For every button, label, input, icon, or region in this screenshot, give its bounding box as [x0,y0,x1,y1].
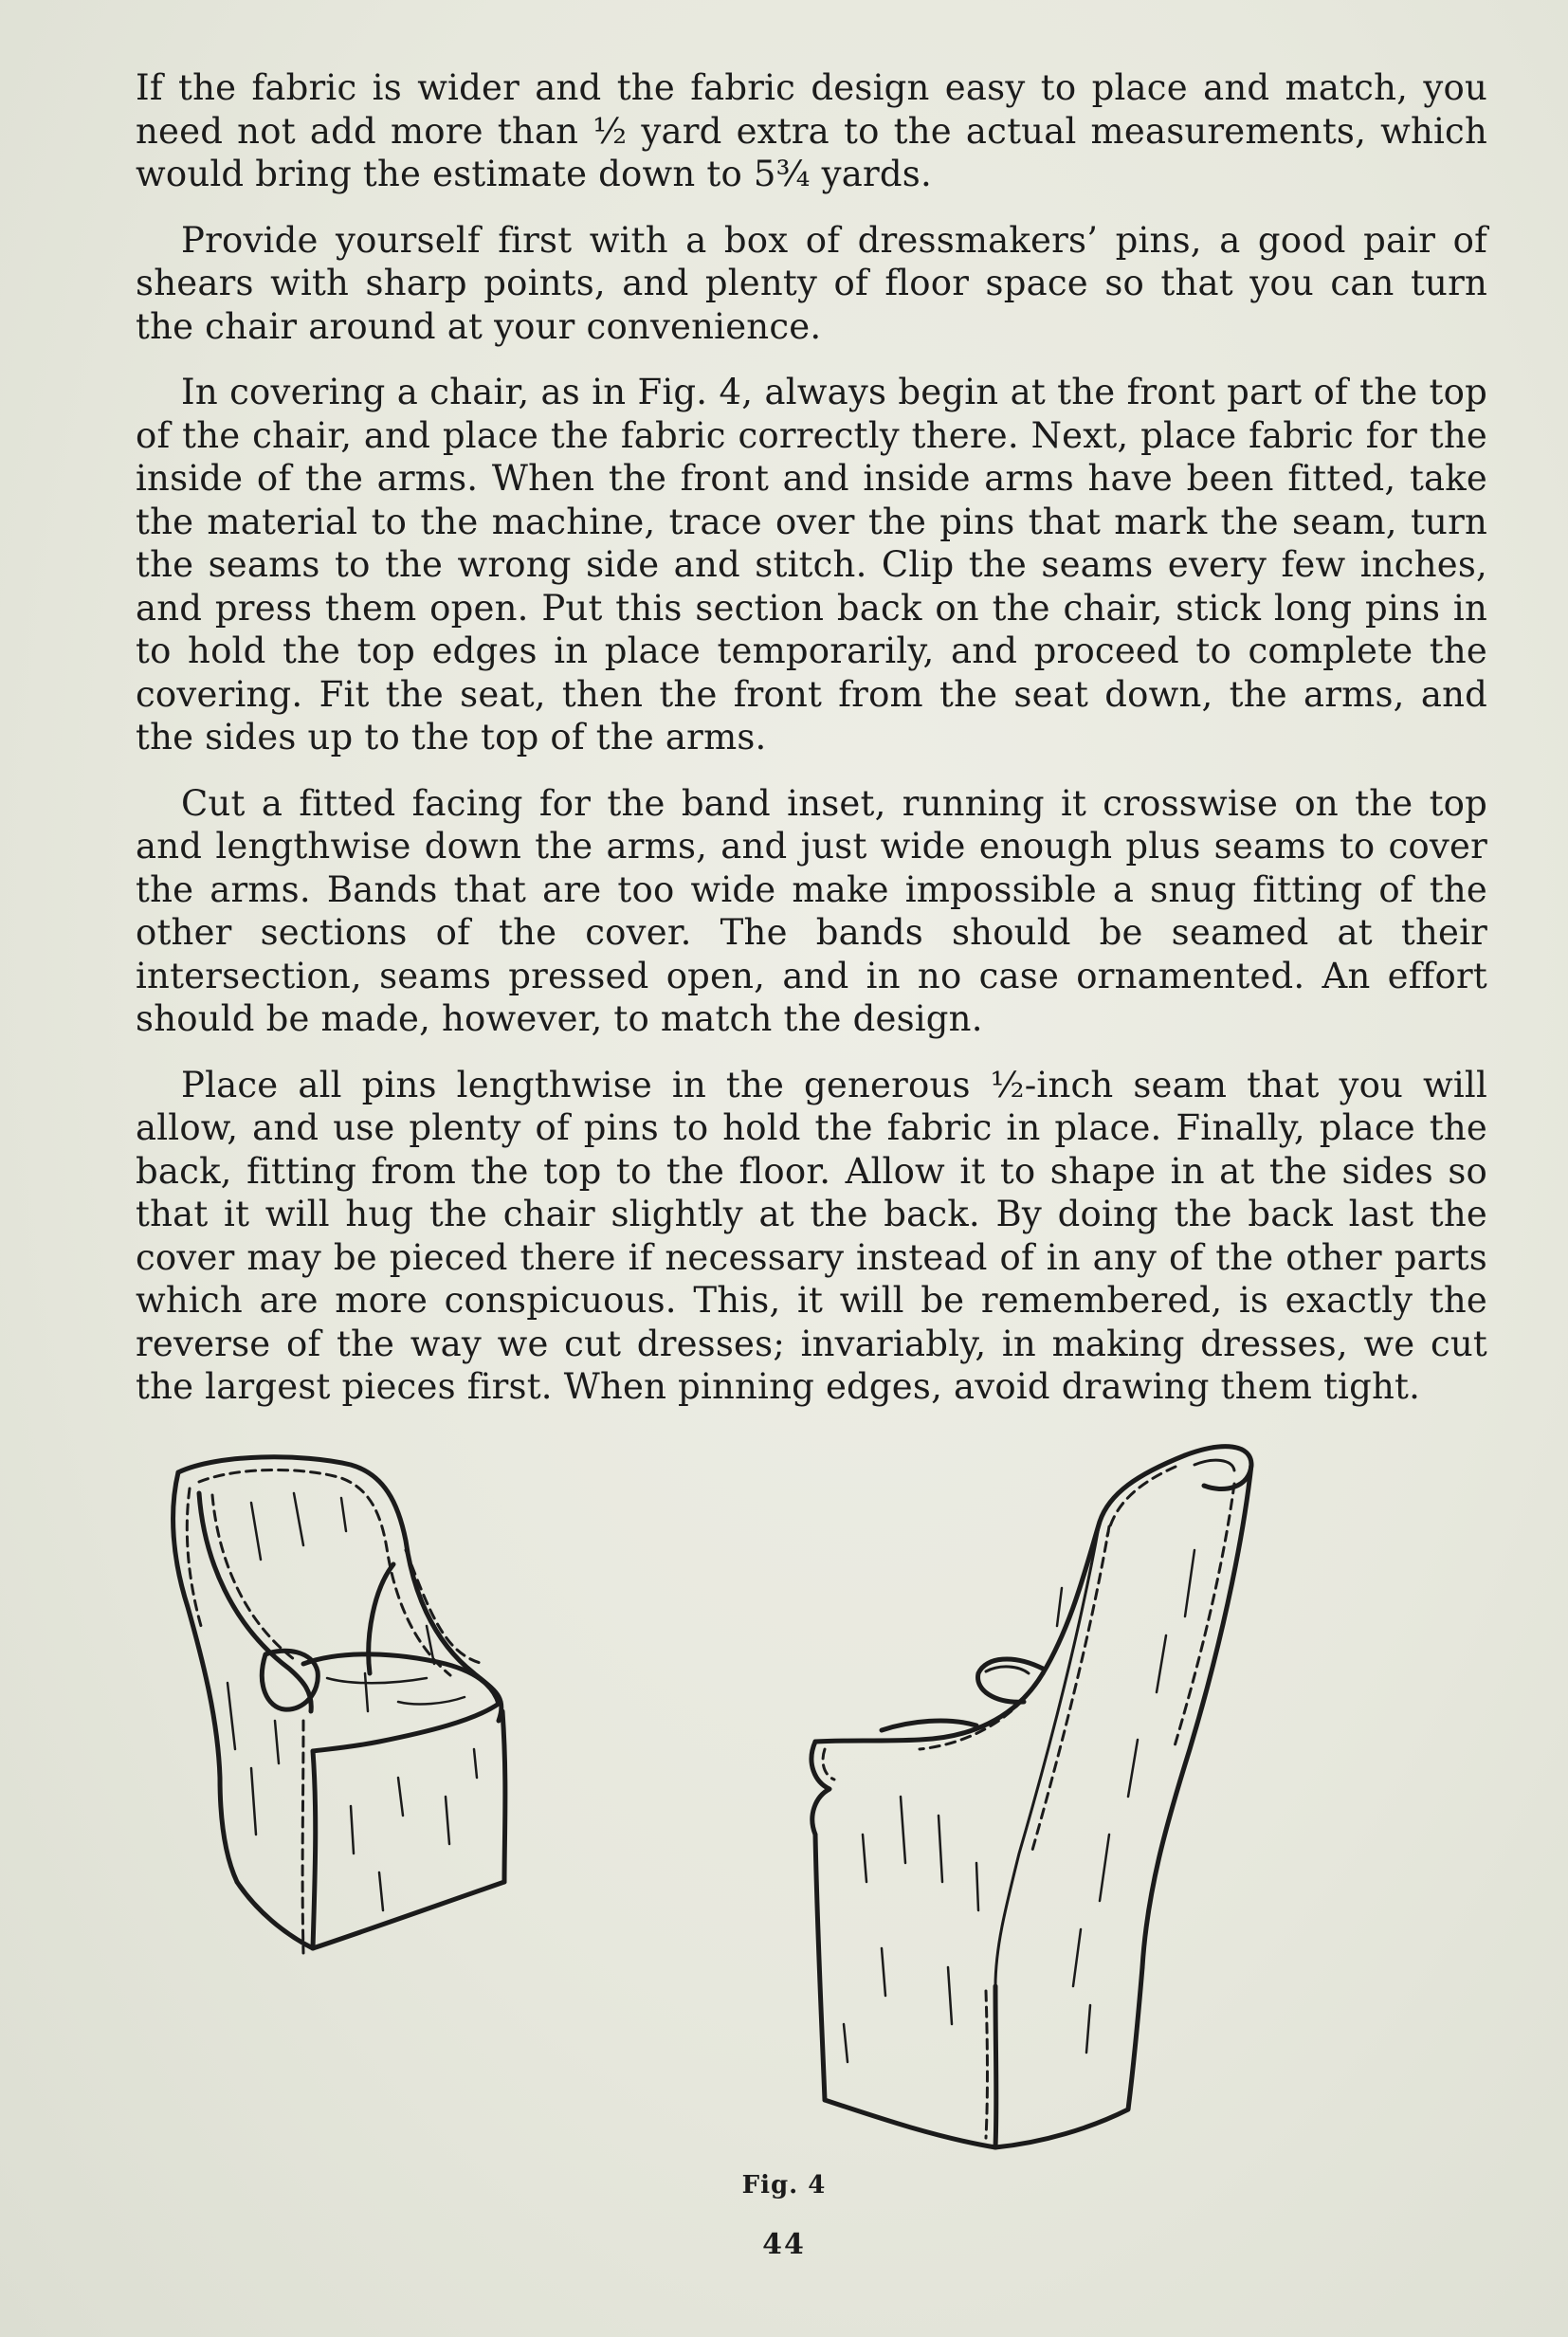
paragraph-pinning: Place all pins lengthwise in the generous ½-inch seam that you will allow, and use plenty of pins to hold the fabric in place. Finally, place the back, fitting from the top to the floor. Allow it to shape in at the sides so that it will hug the chair slightly at the back. By doing the back last the cover may be pieced there if necessary instead of in any of the other parts which are more conspicuous. This, it will be remembered, is exactly the reverse of the way we cut dresses; invariably, in making dresses, we cut the largest pieces first. When pinning edges, avoid drawing them tight. [136,1064,1487,1407]
rear-view-chair-drawing [811,1447,1251,2147]
paragraph-covering-order: In covering a chair, as in Fig. 4, always begin at the front part of the top of the chair, and place the fabric correctly there. Next, place fabric for the inside of the arms. When the front and inside arms have been fitted, take the material to the machine, trace over the pins that mark the seam, turn the seams to the wrong side and stitch. Clip the seams every few inches, and press them open. Put this section back on the chair, stick long pins in to hold the top edges in place temporarily, and proceed to complete the covering. Fit the seat, then the front from the seat down, the arms, and the sides up to the top of the arms. [136,372,1487,758]
page-number: 44 [762,2228,806,2261]
body-text [136,66,1487,1432]
paragraph-fabric-estimate: If the fabric is wider and the fabric design easy to place and match, you need not add more than ½ yard extra to the actual measurements, which would bring the estimate down to 5¾ yards. [136,67,1487,194]
paragraph-band-facing: Cut a fitted facing for the band inset, running it crosswise on the top and lengthwise down the arms, and just wide enough plus seams to cover the arms. Bands that are too wide make impossible a snug fitting of the other sections of the cover. The bands should be seamed at their intersection, seams pressed open, and in no case ornamented. An effort should be made, however, to match the design. [136,782,1487,1039]
figure-caption: Fig. 4 [741,2171,827,2200]
chair-illustration [161,1436,1450,2181]
paragraph-supplies: Provide yourself first with a box of dressmakers’ pins, a good pair of shears with sharp points, and plenty of floor space so that you can turn the chair around at your convenience. [136,219,1487,347]
front-view-chair-drawing [173,1457,505,1953]
